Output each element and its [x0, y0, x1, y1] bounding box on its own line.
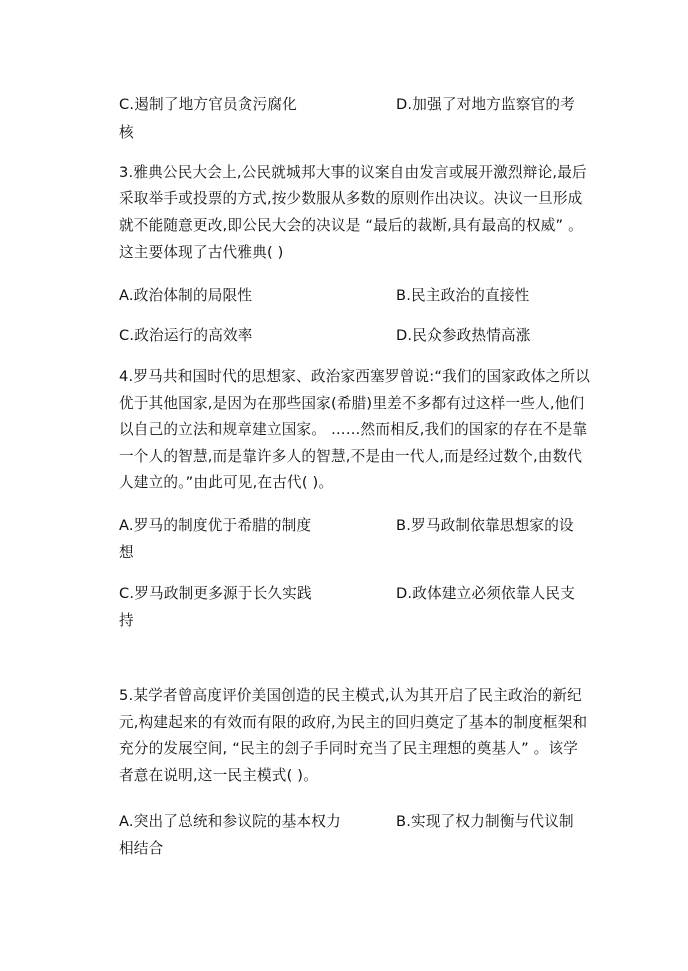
- q4-option-a-continuation: 想: [119, 544, 134, 561]
- q4-option-c[interactable]: C.罗马政制更多源于长久实践: [119, 585, 312, 602]
- q4-option-a[interactable]: A.罗马的制度优于希腊的制度: [119, 517, 312, 534]
- q3-stem-line: 就不能随意更改,即公民大会的决议是 “最后的裁断,具有最高的权威” 。: [119, 217, 583, 234]
- q5-option-b[interactable]: B.实现了权力制衡与代议制: [396, 813, 574, 830]
- q4-stem-line: 以自己的立法和规章建立国家。 ……然而相反,我们的国家的存在不是靠: [119, 421, 588, 438]
- q2-option-d[interactable]: D.加强了对地方监察官的考: [396, 96, 576, 113]
- q5-stem-line: 充分的发展空间, “民主的刽子手同时充当了民主理想的奠基人” 。该学: [119, 740, 579, 757]
- q4-stem-line: 人建立的。”由此可见,在古代( )。: [119, 474, 334, 491]
- q5-option-a[interactable]: A.突出了总统和参议院的基本权力: [119, 813, 341, 830]
- q4-option-c-continuation: 持: [119, 612, 134, 629]
- q3-option-c[interactable]: C.政治运行的高效率: [119, 327, 253, 344]
- q5-stem-line: 5.某学者曾高度评价美国创造的民主模式,认为其开启了民主政治的新纪: [119, 687, 582, 704]
- q3-option-d[interactable]: D.民众参政热情高涨: [396, 327, 531, 344]
- q2-option-c[interactable]: C.遏制了地方官员贪污腐化: [119, 96, 297, 113]
- q4-stem-line: 一个人的智慧,而是靠许多人的智慧,不是由一代人,而是经过数个,由数代: [119, 448, 583, 465]
- q3-option-b[interactable]: B.民主政治的直接性: [396, 287, 530, 304]
- q3-stem-line: 这主要体现了古代雅典( ): [119, 244, 284, 261]
- q4-option-d[interactable]: D.政体建立必须依靠人民支: [396, 585, 576, 602]
- q3-stem-line: 3.雅典公民大会上,公民就城邦大事的议案自由发言或展开激烈辩论,最后: [119, 164, 587, 181]
- q2-option-c-continuation: 核: [119, 124, 134, 141]
- q5-stem-line: 元,构建起来的有效而有限的政府,为民主的回归奠定了基本的制度框架和: [119, 714, 588, 731]
- q4-stem-line: 优于其他国家,是因为在那些国家(希腊)里差不多都有过这样一些人,他们: [119, 395, 585, 412]
- q5-option-a-continuation: 相结合: [119, 840, 164, 857]
- q5-stem-line: 者意在说明,这一民主模式( )。: [119, 767, 318, 784]
- q3-stem-line: 采取举手或投票的方式,按少数服从多数的原则作出决议。决议一旦形成: [119, 190, 583, 207]
- q4-option-b[interactable]: B.罗马政制依靠思想家的设: [396, 517, 574, 534]
- q4-stem-line: 4.罗马共和国时代的思想家、政治家西塞罗曾说:“我们的国家政体之所以: [119, 368, 591, 385]
- q3-option-a[interactable]: A.政治体制的局限性: [119, 287, 253, 304]
